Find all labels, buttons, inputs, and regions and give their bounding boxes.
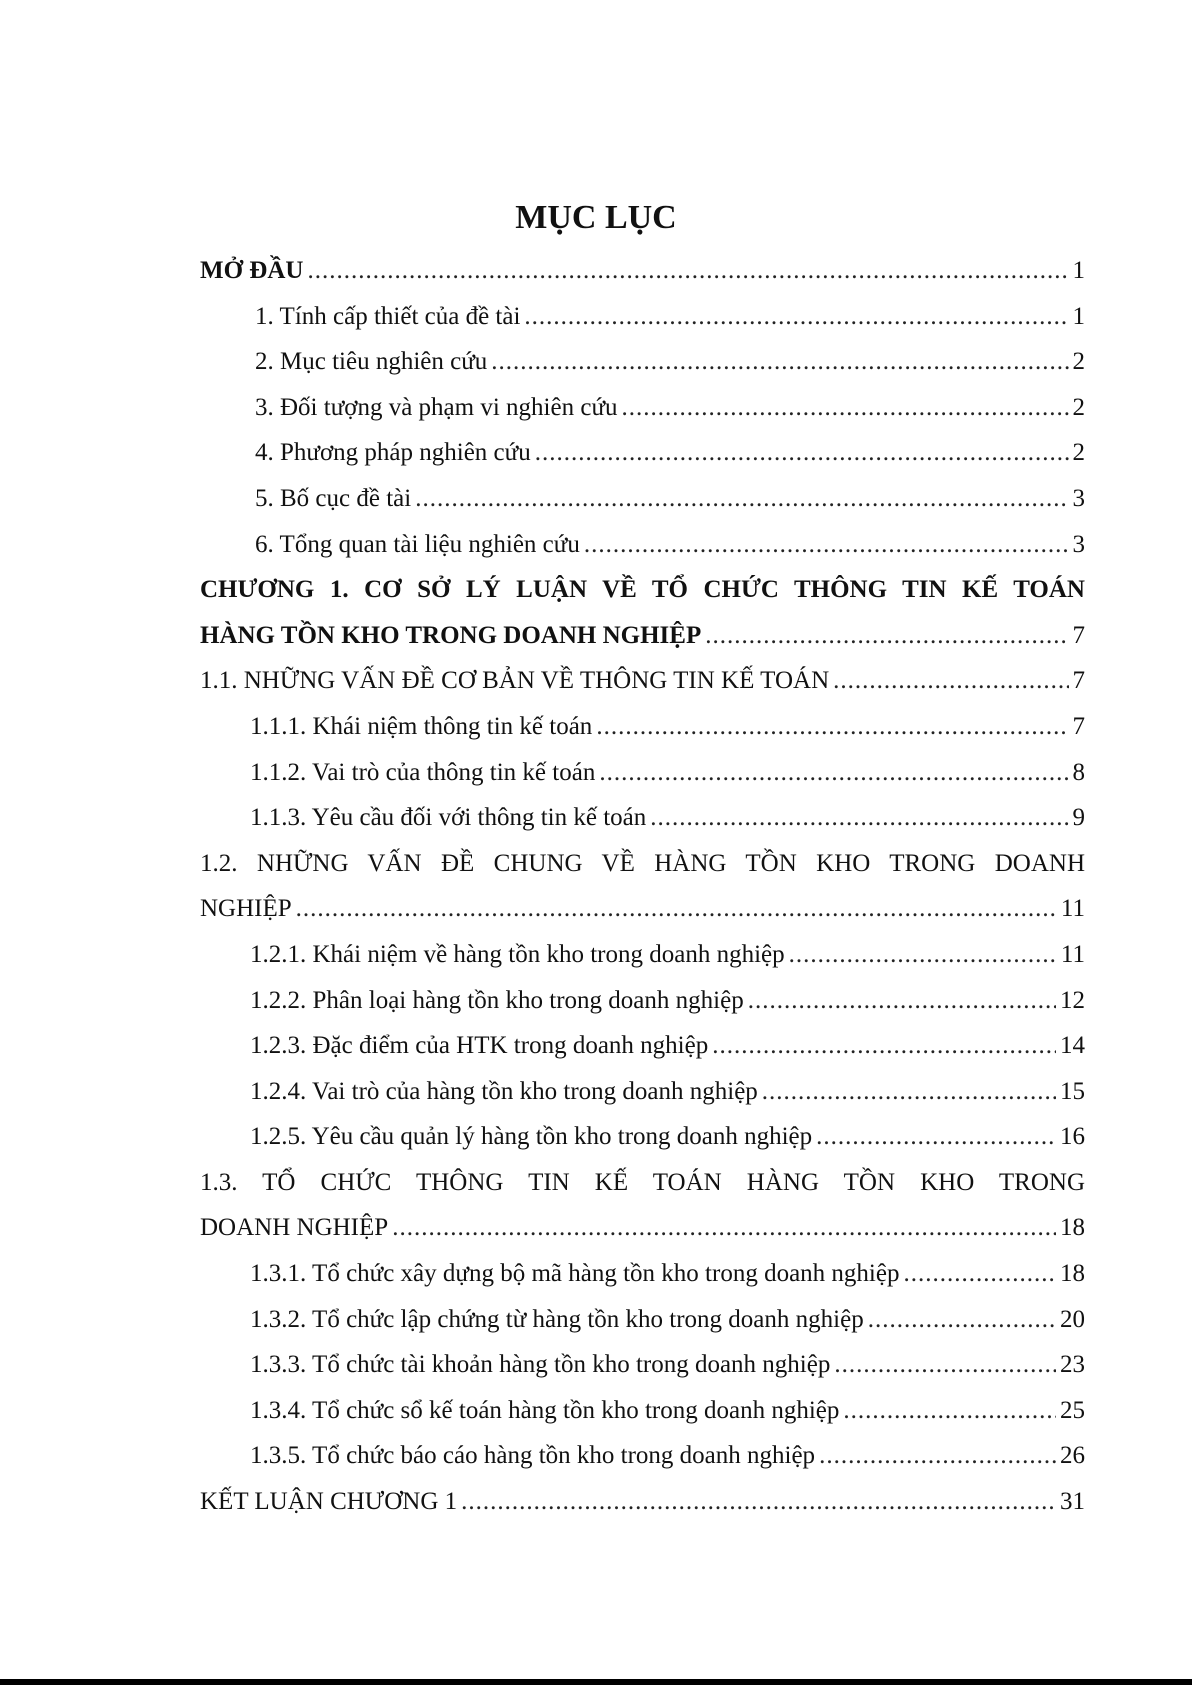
toc-entry[interactable] [200,1205,1085,1251]
dot-leader [596,704,1068,750]
toc-page-number: 31 [1060,1488,1085,1516]
toc-entry-text: 1.3.5. Tổ chức báo cáo hàng tồn kho trong doanh nghiệp [250,1442,816,1470]
toc-entry[interactable] [200,430,1085,476]
dot-leader [833,658,1068,704]
toc-page-number: 3 [1072,530,1085,558]
dot-leader [705,613,1068,659]
dot-leader [392,1205,1056,1251]
toc-entry-section-line1[interactable] [200,841,1085,887]
toc-entry-text: MỞ ĐẦU [200,257,304,284]
toc-entry[interactable] [200,932,1085,978]
toc-page-number: 8 [1072,758,1085,786]
toc-page-number: 2 [1072,393,1085,421]
dot-leader [748,978,1056,1024]
toc-entry-text: 1.3.2. Tổ chức lập chứng từ hàng tồn kho trong doanh nghiệp [250,1305,864,1333]
toc-entry-text: 1.2. NHỮNG VẤN ĐỀ CHUNG VỀ HÀNG TỒN KHO TRONG DOANH [200,849,1085,877]
dot-leader [461,1479,1056,1525]
toc-page-number: 11 [1060,940,1085,968]
toc-page-number: 18 [1060,1260,1085,1288]
toc-entry-text: CHƯƠNG 1. CƠ SỞ LÝ LUẬN VỀ TỔ CHỨC THÔNG TIN KẾ TOÁN [200,576,1085,604]
toc-entry[interactable] [200,613,1085,659]
toc-entry[interactable] [200,1251,1085,1297]
toc-entry[interactable] [200,658,1085,704]
page-bottom-border [0,1679,1192,1685]
dot-leader [816,1114,1056,1160]
toc-page-number: 14 [1060,1032,1085,1060]
toc-entry-chapter-line1[interactable] [200,567,1085,613]
toc-page-number: 7 [1072,667,1085,695]
toc-entry[interactable] [200,1388,1085,1434]
toc-entry[interactable] [200,1479,1085,1525]
toc-page-number: 25 [1060,1396,1085,1424]
toc-page-number: 1 [1072,302,1085,330]
toc-entry-text: 1.2.4. Vai trò của hàng tồn kho trong doanh nghiệp [250,1077,758,1105]
toc-entry-text: 1.3. TỔ CHỨC THÔNG TIN KẾ TOÁN HÀNG TỒN KHO TRONG [200,1168,1085,1196]
dot-leader [819,1433,1056,1479]
toc-entry-text: 3. Đối tượng và phạm vi nghiên cứu [255,393,618,421]
table-of-contents [200,248,1085,1525]
dot-leader [524,294,1068,340]
toc-entry-section-line1[interactable] [200,1160,1085,1206]
dot-leader [622,385,1069,431]
toc-entry[interactable] [200,886,1085,932]
dot-leader [903,1251,1056,1297]
toc-entry[interactable] [200,385,1085,431]
toc-entry[interactable] [200,1023,1085,1069]
toc-entry-text: 4. Phương pháp nghiên cứu [255,439,531,467]
toc-entry[interactable] [200,1114,1085,1160]
toc-entry[interactable] [200,1297,1085,1343]
toc-entry-text: KẾT LUẬN CHƯƠNG 1 [200,1488,458,1516]
toc-page-number: 7 [1072,712,1085,740]
toc-entry-text: 1. Tính cấp thiết của đề tài [255,302,521,330]
dot-leader [535,430,1069,476]
toc-entry-text: 1.2.1. Khái niệm về hàng tồn kho trong doanh nghiệp [250,940,785,968]
dot-leader [296,886,1057,932]
toc-page-number: 20 [1060,1305,1085,1333]
toc-entry-text: 1.1.1. Khái niệm thông tin kế toán [250,712,593,740]
dot-leader [584,522,1069,568]
toc-entry[interactable] [200,750,1085,796]
toc-entry-text: 1.3.1. Tổ chức xây dựng bộ mã hàng tồn kho trong doanh nghiệp [250,1260,900,1288]
dot-leader [762,1069,1056,1115]
toc-page-number: 12 [1060,986,1085,1014]
toc-entry-text: 1.2.3. Đặc điểm của HTK trong doanh nghiệp [250,1032,709,1060]
toc-entry-text: 2. Mục tiêu nghiên cứu [255,348,488,376]
toc-entry[interactable] [200,476,1085,522]
toc-entry-text: DOANH NGHIỆP [200,1214,389,1242]
dot-leader [834,1342,1056,1388]
dot-leader [415,476,1068,522]
toc-entry[interactable] [200,978,1085,1024]
toc-page-number: 11 [1060,895,1085,923]
dot-leader [491,339,1068,385]
toc-entry-text: 1.2.2. Phân loại hàng tồn kho trong doanh nghiệp [250,986,744,1014]
dot-leader [650,795,1068,841]
toc-entry[interactable] [200,294,1085,340]
toc-page-number: 7 [1072,621,1085,649]
dot-leader [843,1388,1056,1434]
toc-entry-text: 1.2.5. Yêu cầu quản lý hàng tồn kho trong doanh nghiệp [250,1123,813,1151]
toc-entry[interactable] [200,1069,1085,1115]
toc-page-number: 16 [1060,1123,1085,1151]
toc-entry-text: HÀNG TỒN KHO TRONG DOANH NGHIỆP [200,621,702,649]
toc-page-number: 26 [1060,1442,1085,1470]
toc-entry-text: 1.3.4. Tổ chức sổ kế toán hàng tồn kho trong doanh nghiệp [250,1396,840,1424]
toc-entry-text: NGHIỆP [200,895,292,923]
toc-page-number: 2 [1072,439,1085,467]
toc-entry-text: 1.1.3. Yêu cầu đối với thông tin kế toán [250,804,647,832]
page-title: MỤC LỤC [515,199,677,236]
toc-page-number: 2 [1072,348,1085,376]
dot-leader [868,1297,1056,1343]
toc-entry[interactable] [200,704,1085,750]
toc-entry[interactable] [200,1433,1085,1479]
toc-page-number: 23 [1060,1351,1085,1379]
toc-entry[interactable] [200,1342,1085,1388]
toc-entry-text: 1.1. NHỮNG VẤN ĐỀ CƠ BẢN VỀ THÔNG TIN KẾ TOÁN [200,667,830,695]
toc-entry[interactable] [200,795,1085,841]
toc-entry[interactable] [200,248,1085,294]
dot-leader [307,248,1068,294]
toc-entry-text: 1.3.3. Tổ chức tài khoản hàng tồn kho trong doanh nghiệp [250,1351,831,1379]
dot-leader [789,932,1057,978]
dot-leader [712,1023,1056,1069]
dot-leader [599,750,1068,796]
toc-page-number: 1 [1072,257,1085,284]
toc-page-number: 15 [1060,1077,1085,1105]
toc-entry-text: 1.1.2. Vai trò của thông tin kế toán [250,758,596,786]
toc-entry-text: 5. Bố cục đề tài [255,484,412,512]
toc-page-number: 3 [1072,484,1085,512]
toc-entry[interactable] [200,339,1085,385]
toc-entry-text: 6. Tổng quan tài liệu nghiên cứu [255,530,580,558]
toc-page-number: 18 [1060,1214,1085,1242]
toc-page-number: 9 [1072,804,1085,832]
toc-entry[interactable] [200,522,1085,568]
